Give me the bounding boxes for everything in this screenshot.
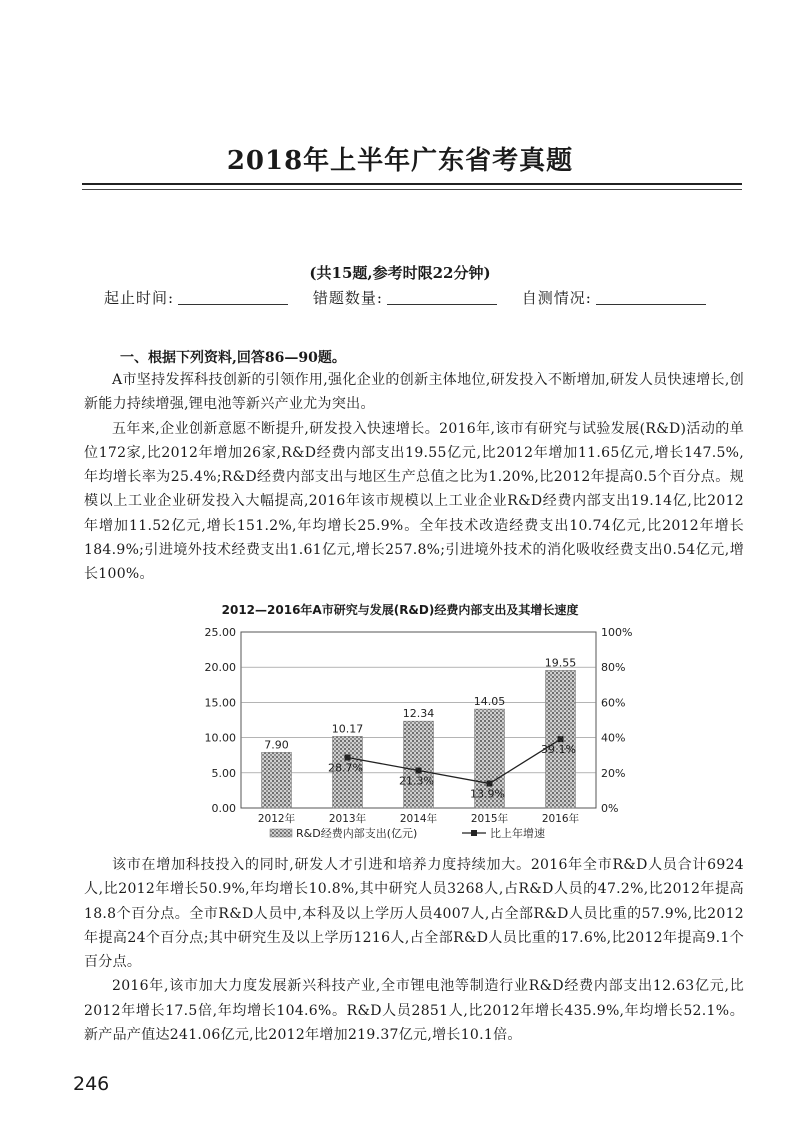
self-assessment-label: 自测情况: [521,289,592,307]
growth-rate-line [348,739,561,783]
page-title: 2018年上半年广东省考真题 [226,146,574,176]
bar-value-label: 10.17 [331,722,364,736]
self-assessment-blank[interactable] [596,290,706,305]
y-right-tick-label: 20% [601,766,626,780]
growth-rate-point [416,768,422,774]
y-left-tick-label: 15.00 [204,696,236,710]
title-rule-thin [82,189,742,190]
start-end-time-label: 起止时间: [104,289,175,307]
wrong-count-blank[interactable] [387,290,497,305]
material-text-bottom [84,853,744,1047]
self-test-fields [104,287,726,308]
x-tick-label: 2014年 [399,813,438,825]
paragraph: A市坚持发挥科技创新的引领作用,强化企业的创新主体地位,研发投入不断增加,研发人员快速增长,创新能力持续增强,锂电池等新兴产业尤为突出。 [84,372,744,413]
growth-rate-point [558,736,564,742]
y-right-tick-label: 0% [601,802,619,815]
y-right-tick-label: 40% [601,731,626,745]
bar [404,721,434,808]
paragraph: 2016年,该市加大力度发展新兴科技产业,全市锂电池等制造行业R&D经费内部支出12.63亿元,比2012年增长17.5倍,年均增长104.6%。R&D人员2851人,比2012年增长435.9%,年均增长52.1%。新产品产值达241.06亿元,比2012年增加219.37亿元,增长10.1倍。 [84,978,744,1044]
bar-value-label: 19.55 [544,656,577,670]
x-tick-label: 2013年 [328,813,367,825]
wrong-count-label: 错题数量: [312,289,383,307]
x-tick-label: 2016年 [541,813,580,825]
growth-rate-point [345,754,351,760]
paragraph: 该市在增加科技投入的同时,研发人才引进和培养力度持续加大。2016年全市R&D人员合计6924人,比2012年增长50.9%,年均增长10.8%,其中研究人员3268人,占R&D人员的47.2%,比2012年提高18.8个百分点。全市R&D人员中,本科及以上学历人员4007人,占全部R&D人员比重的57.9%,比2012年提高24个百分点;其中研究生及以上学历1216人,占全部R&D人员比重的17.6%,比2012年提高9.1个百分点。 [84,857,744,971]
page-number: 246 [73,1073,110,1095]
growth-rate-label: 39.1% [541,743,576,757]
bar-value-label: 12.34 [402,707,435,721]
section-heading: 一、根据下列资料,回答86—90题。 [120,350,346,366]
title-rule [82,183,742,185]
y-left-tick-label: 0.00 [211,802,236,815]
y-left-tick-label: 10.00 [204,731,236,745]
y-right-tick-label: 60% [601,696,626,710]
growth-rate-label: 28.7% [328,761,363,775]
legend-bar-swatch [270,829,292,837]
y-left-tick-label: 20.00 [204,661,236,675]
growth-rate-label: 13.9% [470,787,505,801]
start-end-time-blank[interactable] [178,290,288,305]
y-right-tick-label: 100% [601,626,633,639]
subtitle: (共15题,参考时限22分钟) [309,264,491,282]
bar-value-label: 14.05 [473,695,506,709]
x-tick-label: 2015年 [470,813,509,825]
y-left-tick-label: 5.00 [211,766,236,780]
rd-chart [196,620,646,848]
material-text-top [84,368,744,587]
x-tick-label: 2012年 [257,813,296,825]
chart-title: 2012—2016年A市研究与发展(R&D)经费内部支出及其增长速度 [221,603,579,617]
legend-line-marker [471,830,477,836]
growth-rate-point [487,781,493,787]
y-right-tick-label: 80% [601,661,626,675]
paragraph: 五年来,企业创新意愿不断提升,研发投入快速增长。2016年,该市有研究与试验发展(R&D)活动的单位172家,比2012年增加26家,R&D经费内部支出19.55亿元,比2012年增加11.65亿元,增长147.5%,年均增长率为25.4%;R&D经费内部支出与地区生产总值之比为1.20%,比2012年提高0.5个百分点。规模以上工业企业研发投入大幅提高,2016年该市规模以上工业企业R&D经费内部支出19.14亿,比2012年增加11.52亿元,增长151.2%,年均增长25.9%。全年技术改造经费支出10.74亿元,比2012年增长184.9%;引进境外技术经费支出1.61亿元,增长257.8%;引进境外技术的消化吸收经费支出0.54亿元,增长100%。 [84,420,744,583]
legend-line-label: 比上年增速 [490,827,545,840]
y-left-tick-label: 25.00 [204,626,236,639]
growth-rate-label: 21.3% [399,774,434,788]
legend-bar-label: R&D经费内部支出(亿元) [296,827,418,840]
bar [262,752,292,808]
bar-value-label: 7.90 [264,738,289,752]
